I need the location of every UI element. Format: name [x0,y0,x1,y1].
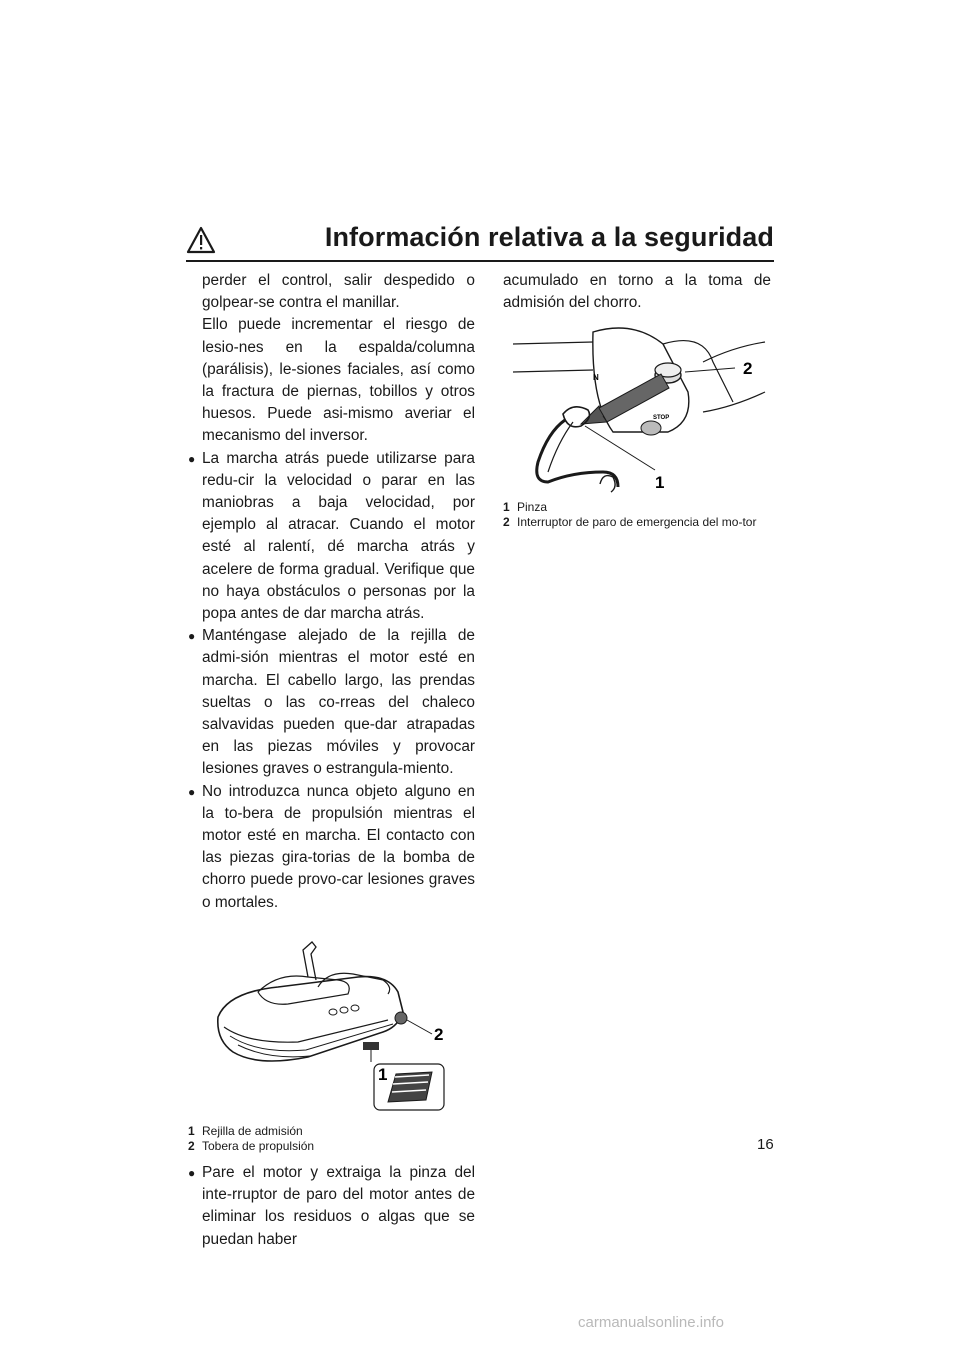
caption-number: 2 [188,1138,195,1153]
caption-text: Rejilla de admisión [202,1123,303,1138]
list-item [188,625,475,780]
warning-triangle-icon [186,226,216,254]
bullet-icon: ● [188,451,196,466]
caption-number: 1 [503,500,510,515]
caption-number: 2 [503,515,510,530]
intro-paragraph: Ello puede incrementar el riesgo de lesio-nes en la espalda/columna (parálisis), le-siones faciales, así como la fractura de piernas, tobillos y otros huesos. Puede asi-mismo averiar el mecanismo del inversor. [202,316,475,445]
figure2-captions [503,500,771,530]
neutral-label: N [593,373,599,383]
left-column [188,270,475,1251]
callout-1: 1 [378,1064,388,1084]
caption-text: Tobera de propulsión [202,1138,315,1153]
bullet-icon: ● [188,784,196,799]
figure1-captions [188,1124,475,1154]
caption-item [188,1124,475,1139]
continuation-text: acumulado en torno a la toma de admisión del chorro. [503,272,771,312]
watercraft-illustration [188,932,475,1122]
callout-1: 1 [655,473,665,493]
bullet-text: La marcha atrás puede utilizarse para redu-cir la velocidad o parar en las maniobras a baja velocidad, por ejemplo al atracar. Cuando el motor esté al ralentí, dé marcha atrás y acelere de forma gradual. Verifique que no haya obstáculos o personas por la popa antes de dar marcha atrás. [202,449,475,623]
bullet-text: Manténgase alejado de la rejilla de admi-sión mientras el motor esté en marcha. El cabello largo, las prendas sueltas o las co-rreas del chaleco salvavidas pueden que-dar atrapadas en las piezas móviles y provocar lesiones graves o estrangula-miento. [202,627,475,778]
header-divider [186,260,774,262]
watermark: carmanualsonline.info [578,1314,724,1331]
right-column [503,270,771,530]
list-item [188,448,475,626]
stop-label: STOP [653,415,670,422]
list-item [188,1162,475,1251]
stop-switch-illustration [503,322,771,494]
callout-2: 2 [434,1024,444,1044]
list-item [188,781,475,914]
caption-item [503,515,771,530]
caption-item [503,500,771,515]
callout-2: 2 [743,359,753,379]
bullet-text: Pare el motor y extraiga la pinza del inte-rruptor de paro del motor antes de eliminar los residuos o algas que se puedan haber [202,1163,475,1248]
watercraft-figure [188,932,475,1122]
page-number: 16 [757,1136,774,1153]
caption-item [188,1139,475,1154]
caption-number: 1 [188,1123,195,1138]
caption-text: Interruptor de paro de emergencia del mo-tor [517,515,757,530]
page-title: Información relativa a la seguridad [324,222,774,252]
caption-text: Pinza [517,500,548,515]
page-header [186,222,774,258]
bullet-icon: ● [188,629,196,644]
intro-text: perder el control, salir despedido o golpear-se contra el manillar. [202,272,475,312]
bullet-text: No introduzca nunca objeto alguno en la to-bera de propulsión mientras el motor esté en marcha. El contacto con las piezas gira-torias de la bomba de chorro puede provo-car lesiones graves o mortales. [202,782,475,911]
stop-switch-figure [503,322,771,494]
bullet-icon: ● [188,1165,196,1180]
